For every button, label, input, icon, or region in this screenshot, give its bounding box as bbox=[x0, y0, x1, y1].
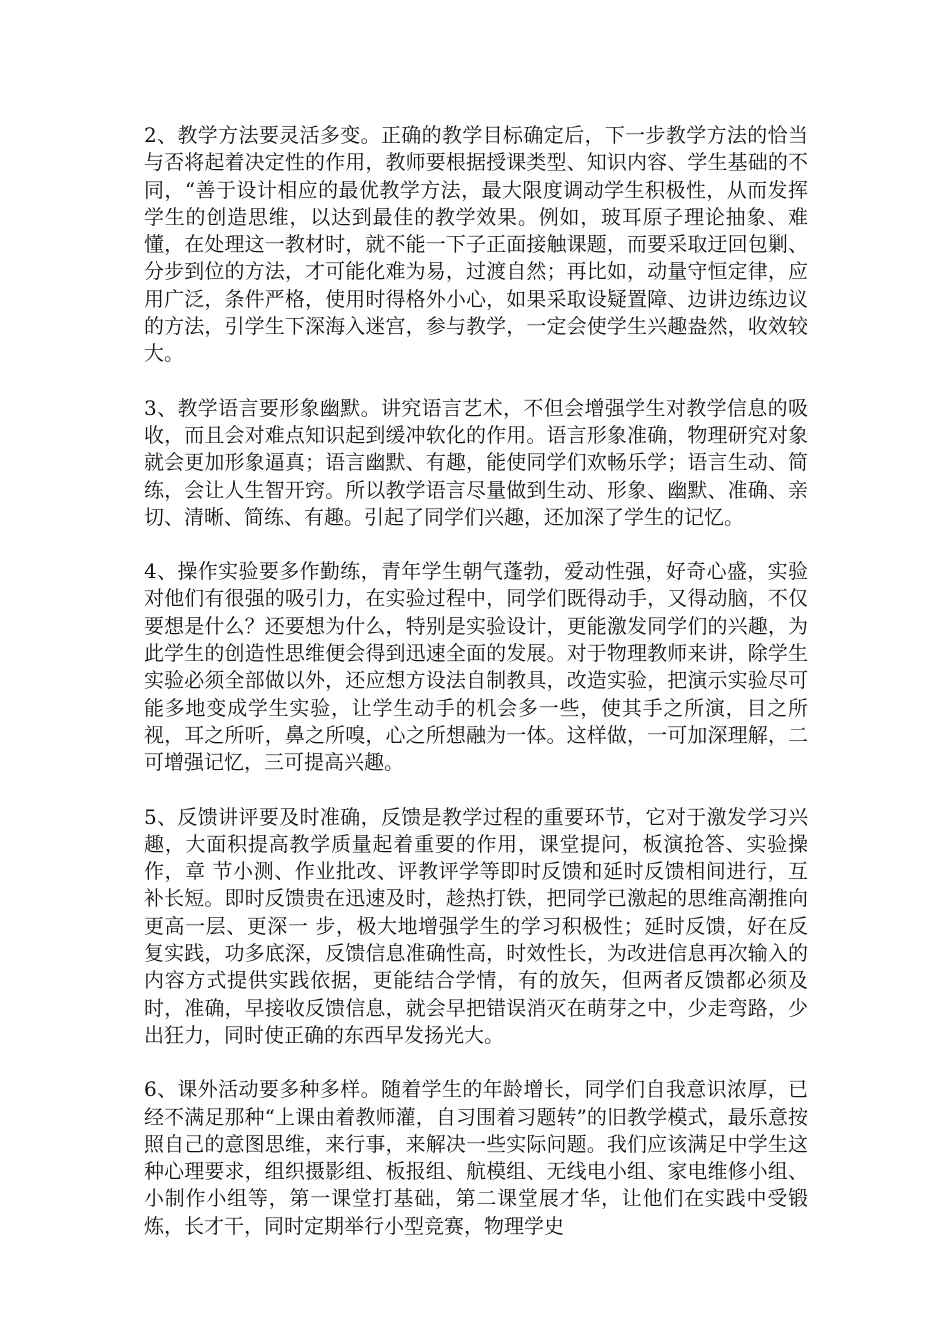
paragraph-extracurricular: 6、课外活动要多种多样。随着学生的年龄增长，同学们自我意识浓厚，已经不满足那种“上课由着教师灌，自习围着习题转”的旧教学模式，最乐意按照自己的意图思维，来行事，来解决一些实际问题。我们应该满足中学生这种心理要求，组织摄影组、板报组、航模组、无线电小组、家电维修小组、小制作小组等，第一课堂打基础，第二课堂展才华，让他们在实践中受锻炼，长才干，同时定期举行小型竞赛，物理学史 bbox=[144, 1077, 808, 1238]
paragraph-teaching-methods: 2、教学方法要灵活多变。正确的教学目标确定后，下一步教学方法的恰当与否将起着决定性的作用，教师要根据授课类型、知识内容、学生基础的不同，“善于设计相应的最优教学方法，最大限度调动学生积极性，从而发挥学生的创造思维，以达到最佳的教学效果。例如，玻耳原子理论抽象、难懂，在处理这一教材时，就不能一下子正面接触课题，而要采取迂回包剿、分步到位的方法，才可能化难为易，过渡自然；再比如，动量守恒定律，应用广泛，条件严格，使用时得格外小心，如果采取设疑置障、边讲边练边议的方法，引学生下深海入迷宫，参与教学，一定会使学生兴趣盎然，收效较大。 bbox=[144, 123, 808, 366]
paragraph-feedback: 5、反馈讲评要及时准确，反馈是教学过程的重要环节，它对于激发学习兴趣，大面积提高教学质量起着重要的作用，课堂提问，板演抢答、实验操作，章 节小测、作业批改、评教评学等即时反馈和延时反馈相间进行，互补长短。即时反馈贵在迅速及时，趁热打铁，把同学已激起的思维高潮推向更高一层、更深一 步，极大地增强学生的学习积极性；延时反馈，好在反复实践，功多底深，反馈信息准确性高，时效性长，为改进信息再次输入的内容方式提供实践依据，更能结合学情，有的放矢，但两者反馈都必须及时，准确，早接收反馈信息，就会早把错误消灭在萌芽之中，少走弯路，少出狂力，同时使正确的东西早发扬光大。 bbox=[144, 804, 808, 1047]
paragraph-experiments: 4、操作实验要多作勤练，青年学生朝气蓬勃，爱动性强，好奇心盛，实验对他们有很强的吸引力，在实验过程中，同学们既得动手，又得动脑，不仅要想是什么？还要想为什么，特别是实验设计，更能激发同学们的兴趣，为此学生的创造性思维便会得到迅速全面的发展。对于物理教师来讲，除学生实验必须全部做以外，还应想方设法自制教具，改造实验，把演示实验尽可能多地变成学生实验，让学生动手的机会多一些，使其手之所演，目之所视，耳之所听，鼻之所嗅，心之所想融为一体。这样做，一可加深理解，二可增强记忆，三可提高兴趣。 bbox=[144, 559, 808, 775]
paragraph-teaching-language: 3、教学语言要形象幽默。讲究语言艺术，不但会增强学生对教学信息的吸收，而且会对难点知识起到缓冲软化的作用。语言形象准确，物理研究对象就会更加形象逼真；语言幽默、有趣，能使同学们欢畅乐学；语言生动、简练，会让人生智开窍。所以教学语言尽量做到生动、形象、幽默、准确、亲切、清晰、简练、有趣。引起了同学们兴趣，还加深了学生的记忆。 bbox=[144, 395, 808, 529]
document-page bbox=[144, 122, 808, 1240]
